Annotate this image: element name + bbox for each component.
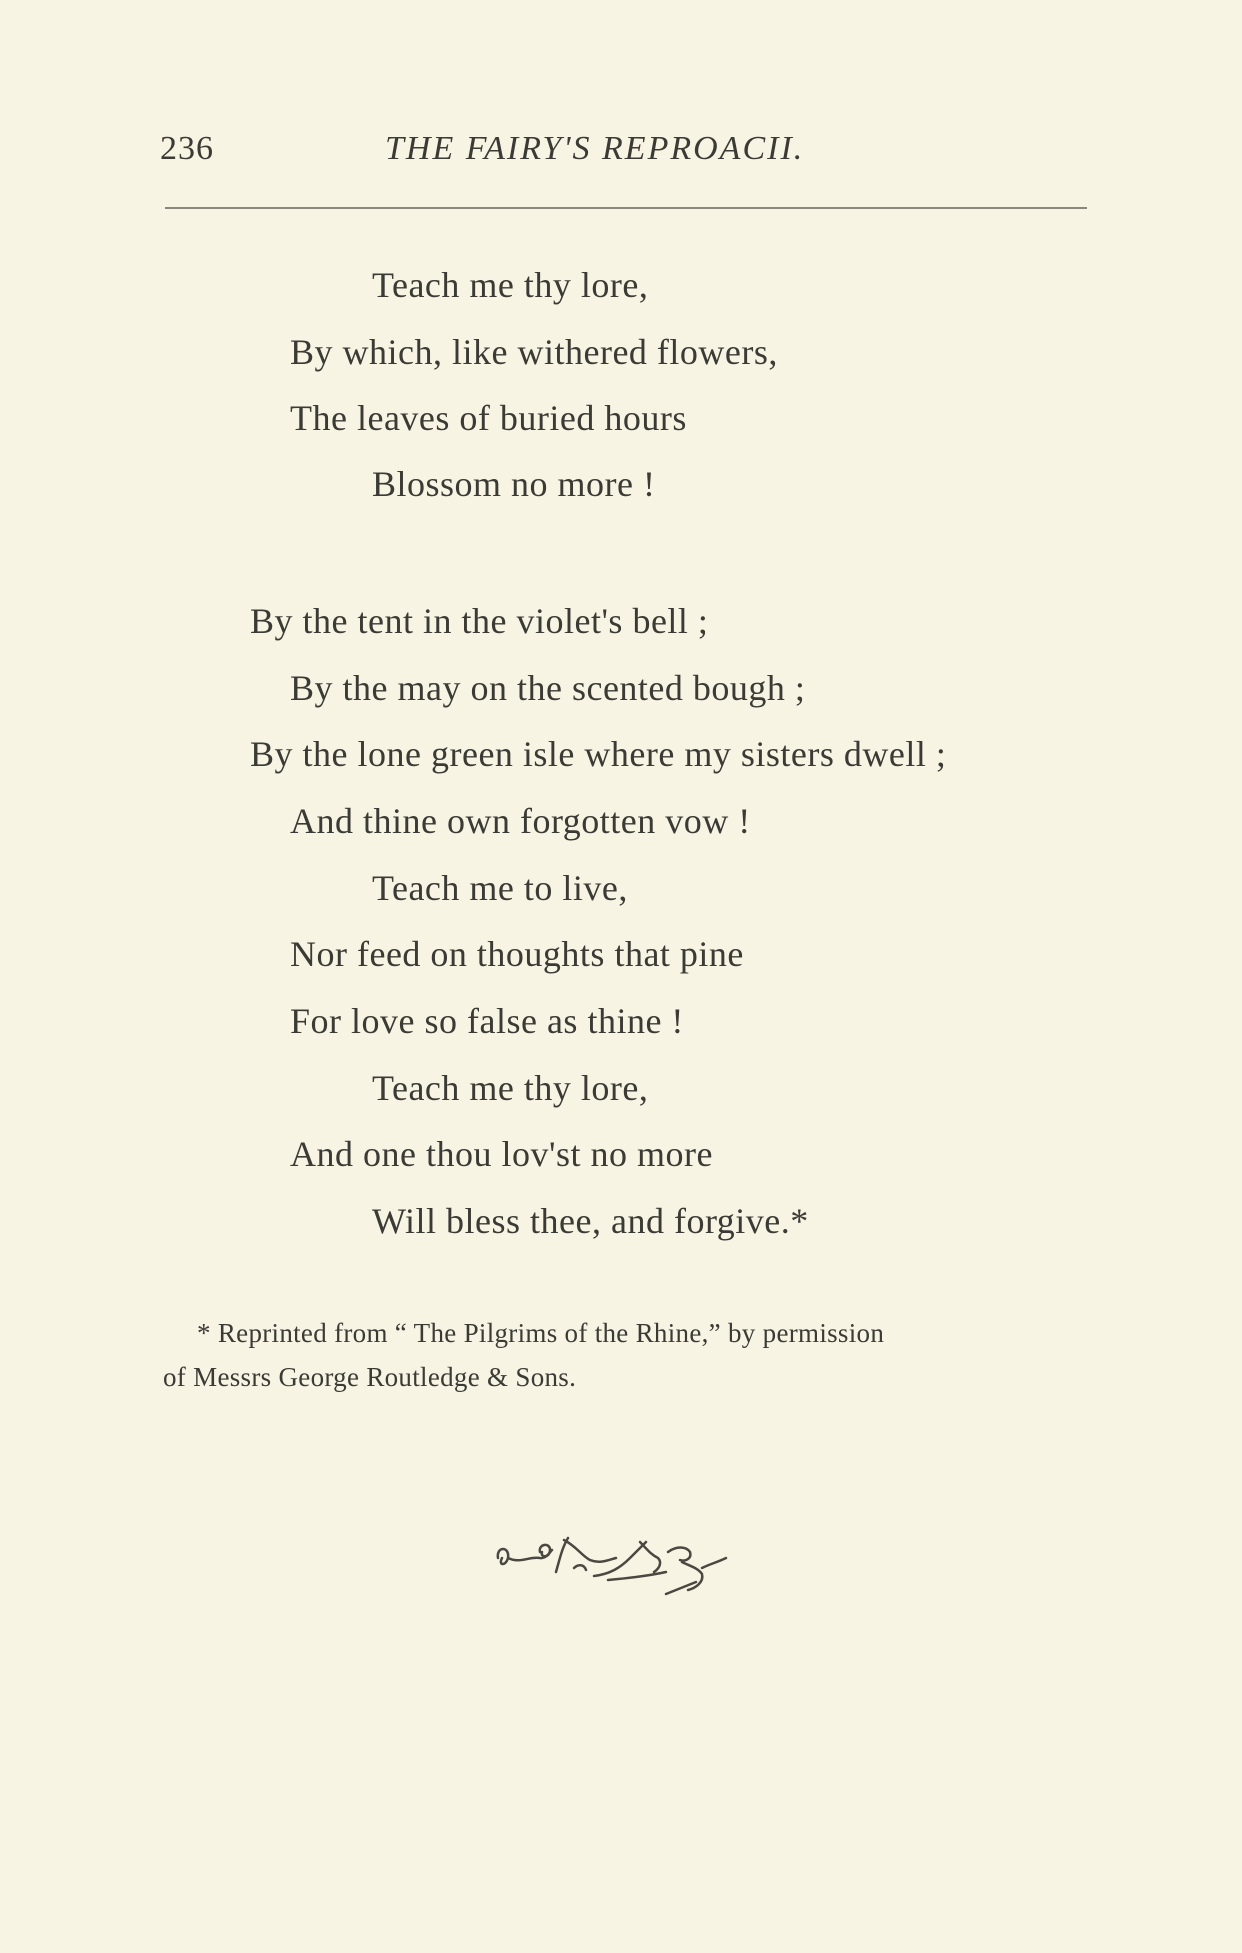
tailpiece-ornament-icon [490,1528,750,1613]
header-rule [165,207,1087,209]
page-number: 236 [160,130,214,167]
poem-line: Will bless thee, and forgive.* [372,1201,809,1241]
footnote [163,1311,1093,1399]
footnote-line: of Messrs George Routledge & Sons. [163,1362,577,1392]
poem-line: Nor feed on thoughts that pine [290,934,744,974]
poem-line: And thine own forgotten vow ! [290,801,751,841]
poem-line: The leaves of buried hours [290,398,687,438]
running-title: THE FAIRY'S REPROACII. [385,130,805,167]
footnote-line: * Reprinted from “ The Pilgrims of the Rhine,” by permission [197,1318,885,1348]
poem-line: Teach me thy lore, [372,265,649,305]
poem-line: By the tent in the violet's bell ; [250,601,709,641]
poem-line: Teach me thy lore, [372,1068,649,1108]
poem-line: For love so false as thine ! [290,1001,684,1041]
poem-line: Teach me to live, [372,868,628,908]
poem-line: By which, like withered flowers, [290,332,778,372]
poem-line: And one thou lov'st no more [290,1134,713,1174]
poem-line: By the lone green isle where my sisters dwell ; [250,734,947,774]
poem-line: By the may on the scented bough ; [290,668,806,708]
poem-line: Blossom no more ! [372,464,656,504]
